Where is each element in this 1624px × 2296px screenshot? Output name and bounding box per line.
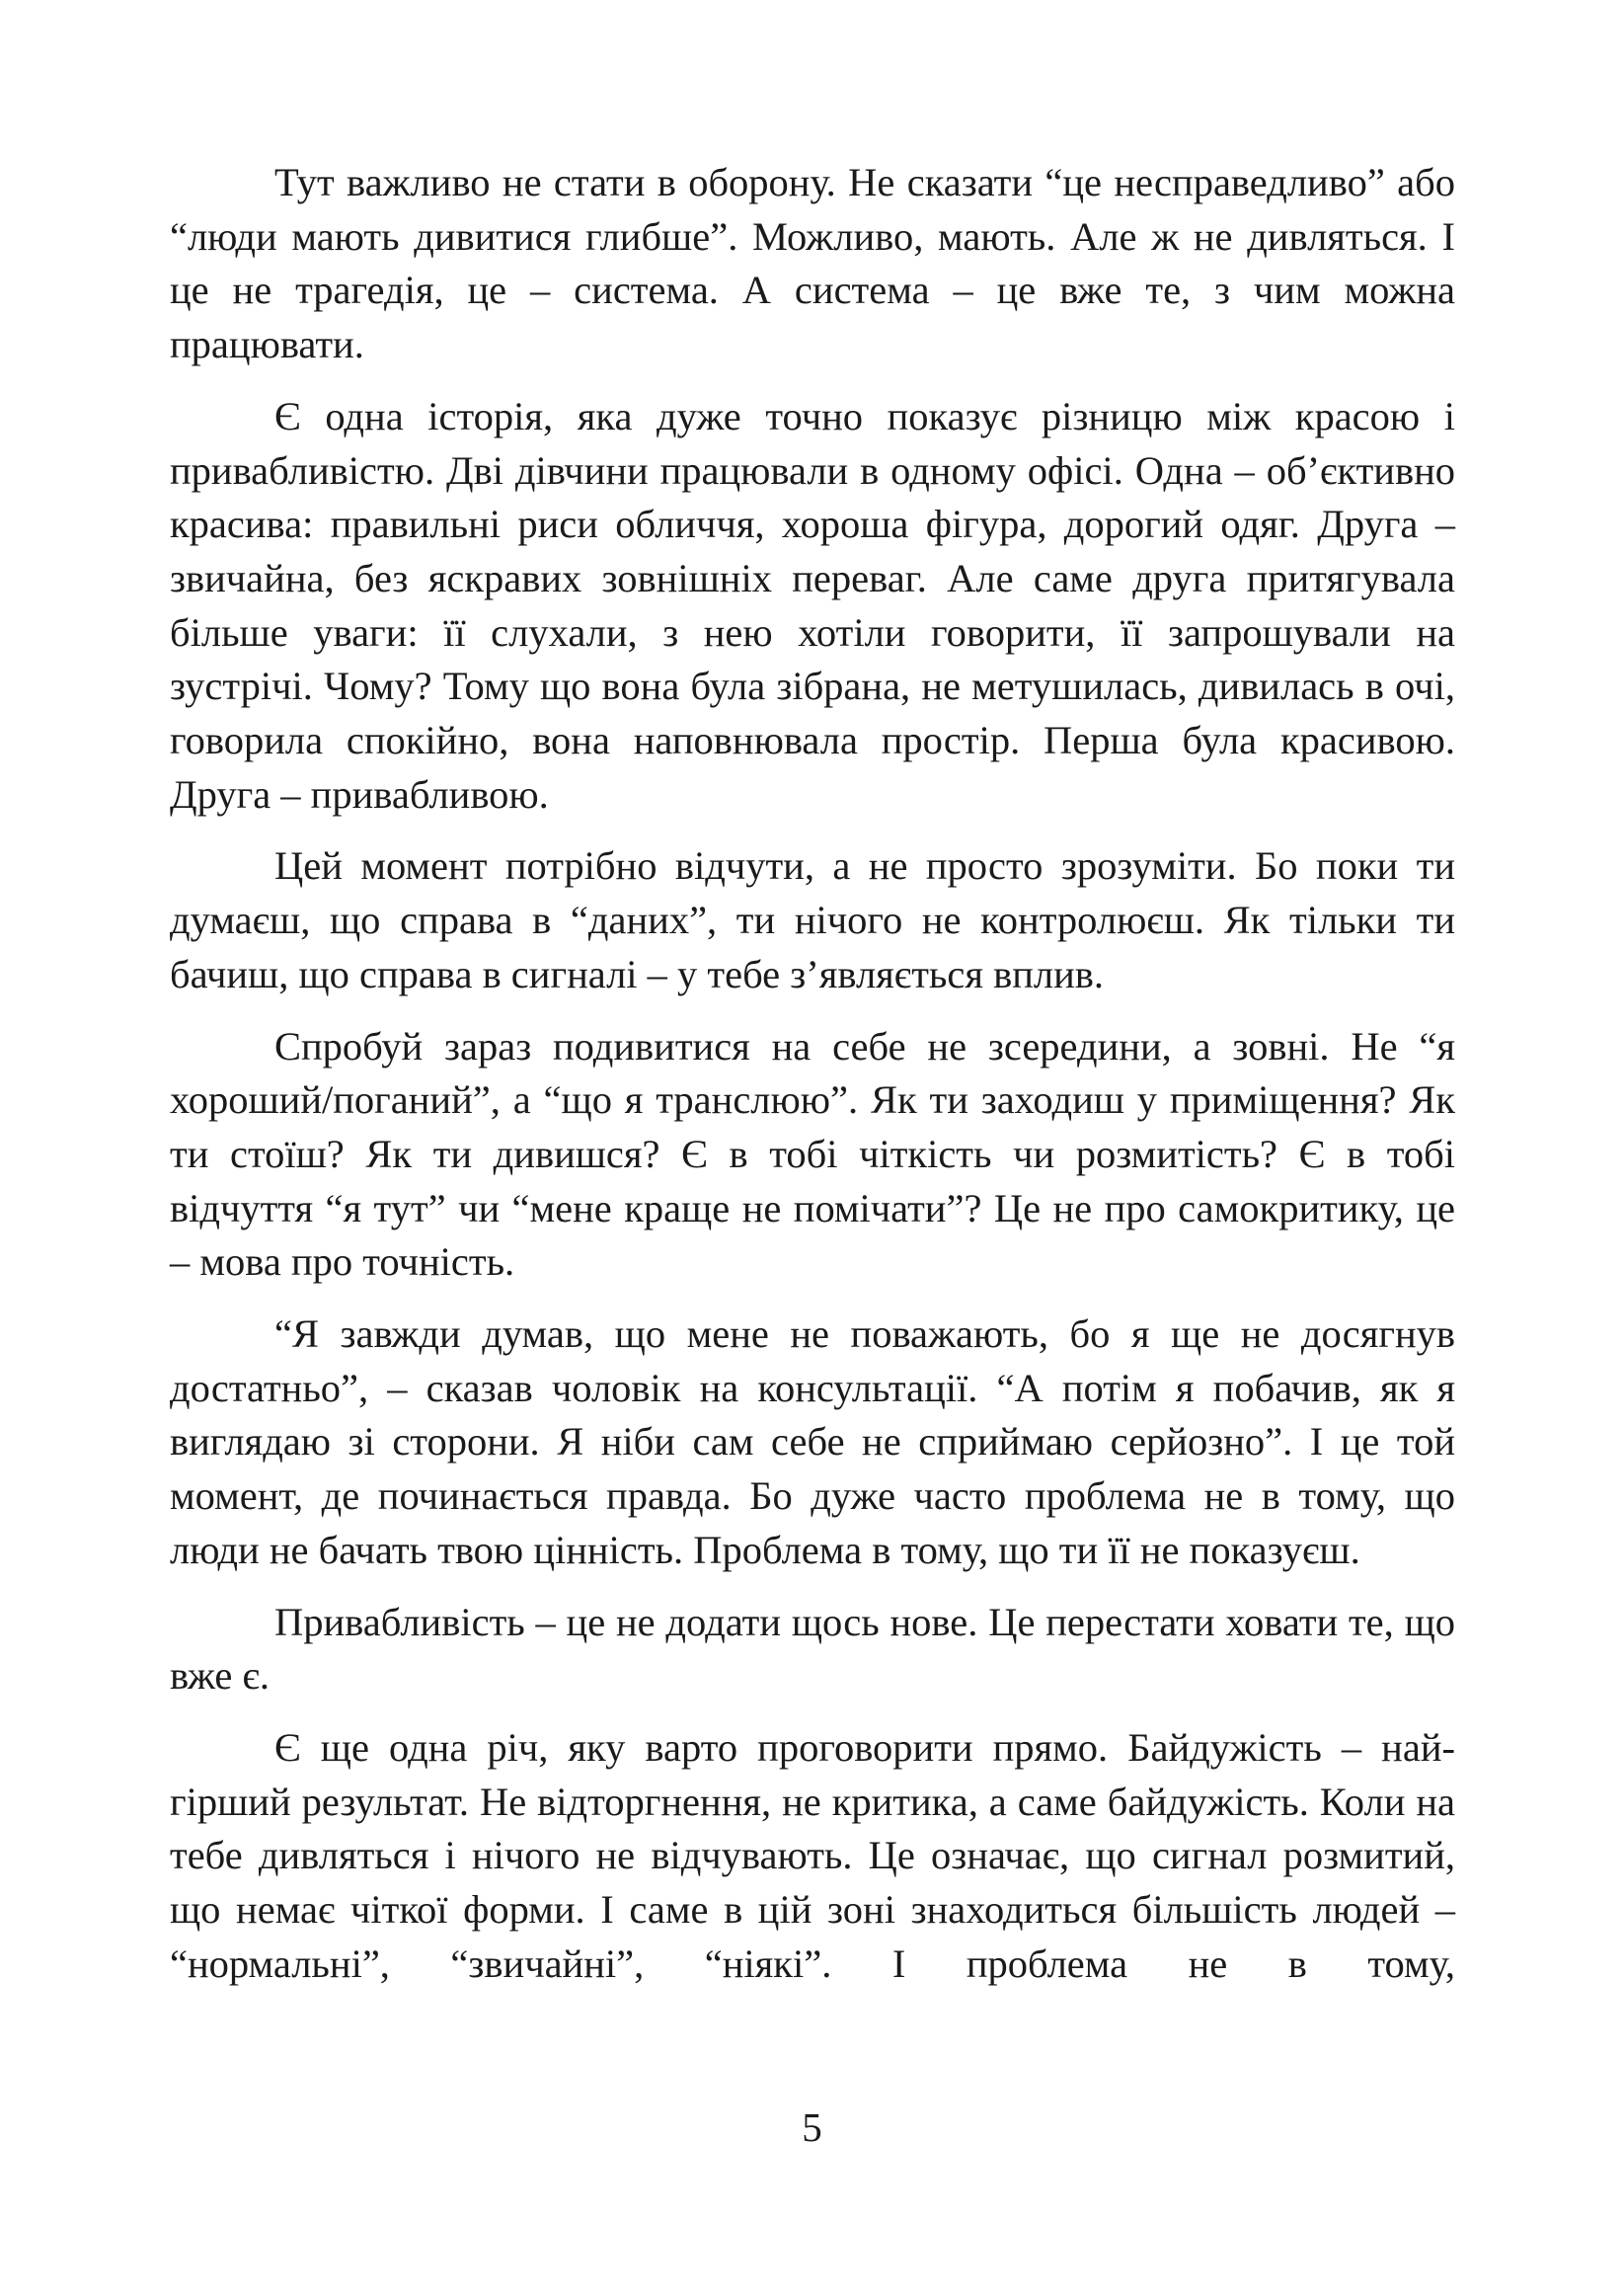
paragraph: Спробуй зараз подивитися на себе не зсередини, а зовні. Не “я хороший/поганий”, а “що я транслюю”. Як ти заходиш у приміщення? Як ти стоїш? Як ти дивишся? Є в тобі чіткість чи розмитість? Є в тобі відчуття “я тут” чи “мене краще не помічати”? Це не про самокритику, це – мова про точність. bbox=[170, 1023, 1455, 1285]
paragraph: Є ще одна річ, яку варто проговорити прямо. Байдужість – найгірший результат. Не відторгнення, не критика, а саме байдужість. Коли на тебе дивляться і нічого не відчувають. Це означає, що сигнал розмитий, що немає чіткої форми. І саме в цій зоні знаходиться більшість людей – “нормальні”, “звичайні”, “ніякі”. І проблема не в тому, bbox=[170, 1724, 1455, 1986]
body-text bbox=[170, 156, 1455, 1992]
page-number: 5 bbox=[802, 2104, 822, 2150]
paragraph: “Я завжди думав, що мене не поважають, бо я ще не досягнув достатньо”, – сказав чоловік на консультації. “А потім я побачив, як я виглядаю зі сторони. Я ніби сам себе не сприймаю серйозно”. І це той момент, де починається правда. Бо дуже часто проблема не в тому, що люди не бачать твою цінність. Проблема в тому, що ти її не показуєш. bbox=[170, 1311, 1455, 1572]
paragraph: Тут важливо не стати в оборону. Не сказати “це несправедливо” або “люди мають дивитися глибше”. Можливо, мають. Але ж не дивляться. І це не трагедія, це – система. А система – це вже те, з чим можна працювати. bbox=[170, 160, 1455, 367]
paragraph: Є одна історія, яка дуже точно показує різницю між красою і привабливістю. Дві дівчини працювали в одному офісі. Одна – об’єктивно красива: правильні риси обличчя, хороша фігура, дорогий одяг. Друга – звичайна, без яскравих зовнішніх переваг. Але саме друга притягувала більше уваги: її слухали, з нею хотіли говорити, її запрошували на зустрічі. Чому? Тому що вона була зібрана, не метушилась, дивилась в очі, говорила спокійно, вона наповнювала простір. Перша була красивою. Друга – привабливою. bbox=[170, 393, 1455, 817]
paragraph: Привабливість – це не додати щось нове. Це перестати ховати те, що вже є. bbox=[170, 1599, 1455, 1699]
paragraph: Цей момент потрібно відчути, а не просто зрозуміти. Бо поки ти думаєш, що справа в “даних”, ти нічого не контролюєш. Як тільки ти бачиш, що справа в сигналі – у тебе з’являється вплив. bbox=[170, 843, 1455, 996]
